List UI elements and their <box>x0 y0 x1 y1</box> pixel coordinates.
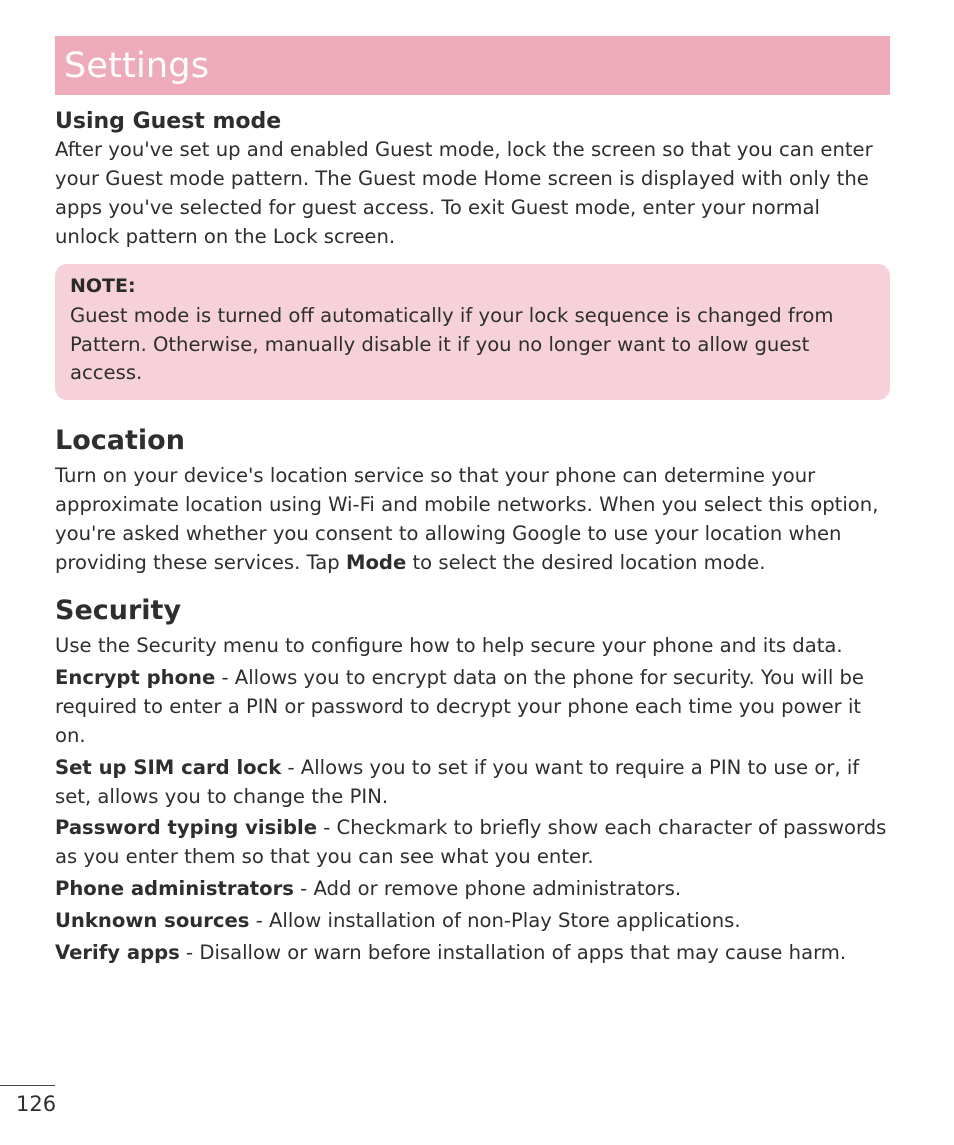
note-box <box>55 264 890 401</box>
security-item-encrypt-phone <box>55 664 890 751</box>
security-item-desc: - Allows you to encrypt data on the phone for security. You will be required to enter a PIN or password to decrypt your phone each time you power it on. <box>55 665 864 747</box>
security-item-term: Set up SIM card lock <box>55 755 282 779</box>
page-content <box>55 36 890 968</box>
security-item-term: Phone administrators <box>55 877 294 901</box>
footer-rule <box>0 1085 55 1086</box>
security-heading: Security <box>55 594 182 626</box>
page-number: 126 <box>16 1092 57 1116</box>
security-item-password-visible <box>55 814 890 872</box>
location-body <box>55 462 890 578</box>
security-item-desc: - Allow installation of non-Play Store applications. <box>249 909 741 933</box>
location-mode-term: Mode <box>345 551 407 575</box>
security-item-term: Password typing visible <box>55 816 318 840</box>
security-item-sim-card-lock <box>55 754 890 812</box>
note-label: NOTE: <box>70 274 136 297</box>
security-item-phone-administrators <box>55 875 890 904</box>
security-intro: Use the Security menu to configure how to help secure your phone and its data. <box>55 633 843 657</box>
location-body-text: Turn on your device's location service so that your phone can determine your approximate location using Wi-Fi and mobile networks. When you select this option, you're asked whether you consent to allowing Google to use your location when providing these services. Tap <box>55 464 879 575</box>
note-body: Guest mode is turned off automatically if your lock sequence is changed from Pattern. Otherwise, manually disable it if you no longer want to allow guest access. <box>70 303 834 385</box>
security-item-term: Unknown sources <box>55 909 250 933</box>
security-item-term: Verify apps <box>55 941 180 965</box>
location-body-tail: to select the desired location mode. <box>406 551 766 575</box>
security-item-desc: - Disallow or warn before installation of apps that may cause harm. <box>179 941 847 965</box>
security-item-desc: - Allows you to set if you want to require a PIN to use or, if set, allows you to change the PIN. <box>55 755 860 808</box>
security-item-desc: - Add or remove phone administrators. <box>293 877 682 901</box>
security-item-desc: - Checkmark to briefly show each character of passwords as you enter them so that you can see what you enter. <box>55 816 887 869</box>
security-item-verify-apps <box>55 939 890 968</box>
guest-mode-heading: Using Guest mode <box>55 109 282 134</box>
guest-mode-body: After you've set up and enabled Guest mode, lock the screen so that you can enter your Guest mode pattern. The Guest mode Home screen is displayed with only the apps you've selected for guest access. To exit Guest mode, enter your normal unlock pattern on the Lock screen. <box>55 138 873 248</box>
location-heading: Location <box>55 425 185 457</box>
security-item-unknown-sources <box>55 907 890 936</box>
security-item-term: Encrypt phone <box>55 665 216 689</box>
page-title: Settings <box>64 45 210 86</box>
header-bar <box>55 36 890 95</box>
